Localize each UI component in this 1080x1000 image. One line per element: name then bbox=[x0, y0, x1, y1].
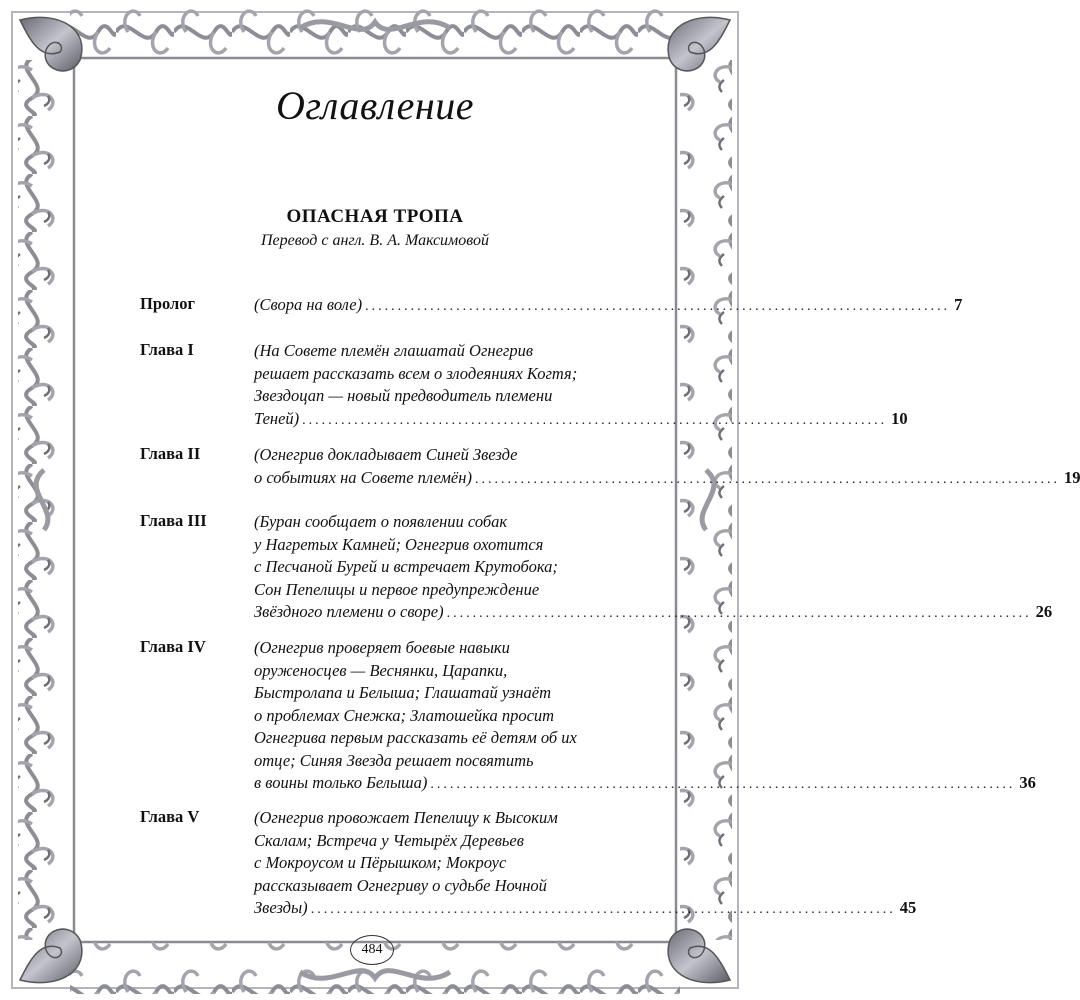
description-line: (Огнегрив докладывает Синей Звезде bbox=[254, 445, 518, 464]
description-line: (Буран сообщает о появлении собак bbox=[254, 512, 508, 531]
description-text: в воины только Белыша) bbox=[254, 773, 428, 792]
page-ref: 7 bbox=[954, 295, 963, 314]
description-line bbox=[254, 897, 917, 920]
description-line: (На Совете племён глашатай Огнегрив bbox=[254, 341, 533, 360]
description-line bbox=[254, 467, 1080, 490]
description-line: (Огнегрив проверяет боевые навыки bbox=[254, 638, 510, 657]
dot-leader: .......................................................................................... bbox=[446, 606, 1032, 621]
dot-leader: .......................................................................................... bbox=[474, 471, 1060, 487]
page-ref: 26 bbox=[1035, 602, 1053, 621]
page-ref: 45 bbox=[899, 898, 917, 917]
description-line bbox=[254, 408, 908, 431]
dot-leader: .......................................................................................... bbox=[365, 299, 951, 314]
chapter-label: Глава V bbox=[140, 807, 200, 826]
description-line: рассказывает Огнегриву о судьбе Ночной bbox=[254, 875, 547, 895]
chapter-label: Глава I bbox=[140, 340, 194, 359]
page-title: Оглавление bbox=[275, 83, 475, 128]
description-text: Звезды) bbox=[254, 898, 308, 917]
translator-credit: Перевод с англ. В. А. Максимовой bbox=[261, 232, 489, 249]
book-title: ОПАСНАЯ ТРОПА bbox=[286, 206, 464, 227]
description-text: Теней) bbox=[254, 408, 300, 428]
chapter-description bbox=[254, 294, 963, 317]
description-text: (Свора на воле) bbox=[254, 295, 363, 314]
chapter-description bbox=[254, 807, 917, 920]
chapter-description bbox=[254, 637, 1036, 795]
description-line: Скалам; Встреча у Четырёх Деревьев bbox=[254, 830, 524, 850]
dot-leader: .......................................................................................... bbox=[430, 777, 1016, 792]
chapter-label: Глава III bbox=[140, 511, 207, 530]
description-line: о проблемах Снежка; Златошейка просит bbox=[254, 705, 555, 725]
page-ref: 36 bbox=[1019, 773, 1036, 792]
chapter-label: Глава IV bbox=[140, 637, 206, 656]
description-line: Сон Пепелицы и первое предупреждение bbox=[254, 579, 540, 599]
description-line: Быстролапа и Белыша; Глашатай узнаёт bbox=[254, 683, 552, 702]
description-line: отце; Синяя Звезда решает посвятить bbox=[254, 750, 534, 770]
description-line bbox=[254, 601, 1053, 624]
page-ref: 19 bbox=[1063, 467, 1080, 487]
page-number: 484 bbox=[350, 935, 394, 965]
chapter-description bbox=[254, 511, 1053, 624]
chapter-description bbox=[254, 444, 1080, 489]
description-line bbox=[254, 772, 1036, 795]
description-line bbox=[254, 294, 963, 317]
description-text: о событиях на Совете племён) bbox=[254, 467, 472, 487]
description-line: (Огнегрив провожает Пепелицу к Высоким bbox=[254, 808, 558, 827]
chapter-description bbox=[254, 340, 908, 430]
description-line: оруженосцев — Веснянки, Царапки, bbox=[254, 660, 508, 680]
chapter-label: Глава II bbox=[140, 444, 201, 463]
description-text: Звёздного племени о своре) bbox=[254, 602, 444, 621]
dot-leader: .......................................................................................... bbox=[302, 412, 888, 428]
chapter-label: Пролог bbox=[140, 294, 196, 313]
page-ref: 10 bbox=[891, 408, 908, 428]
description-line: с Мокроусом и Пёрышком; Мокроус bbox=[254, 853, 507, 872]
description-line: у Нагретых Камней; Огнегрив охотится bbox=[254, 534, 544, 554]
description-line: решает рассказать всем о злодеяниях Когтя; bbox=[254, 363, 578, 383]
dot-leader: .......................................................................................... bbox=[310, 902, 896, 917]
description-line: с Песчаной Бурей и встречает Крутобока; bbox=[254, 557, 558, 576]
description-line: Звездоцап — новый предводитель племени bbox=[254, 386, 553, 405]
description-line: Огнегрива первым рассказать её детям об их bbox=[254, 728, 577, 747]
